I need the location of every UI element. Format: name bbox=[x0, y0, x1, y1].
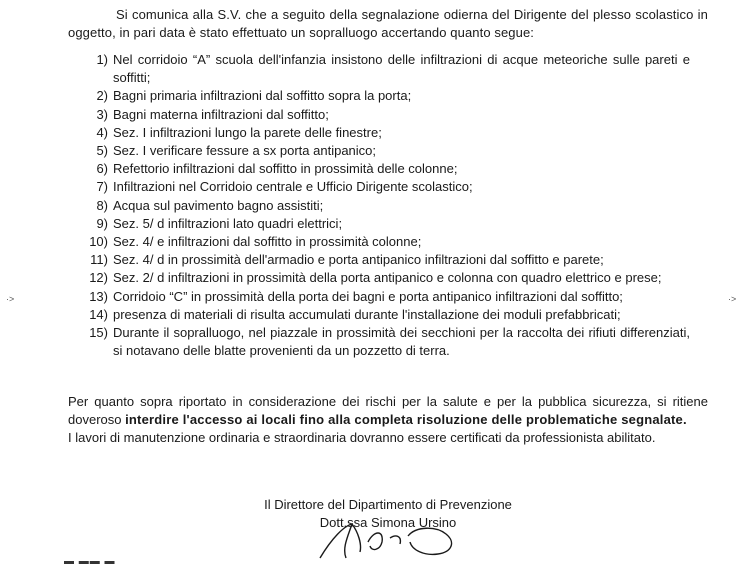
list-item bbox=[70, 288, 690, 306]
list-item-text: Sez. I infiltrazioni lungo la parete delle finestre; bbox=[113, 124, 382, 140]
list-item bbox=[70, 106, 690, 124]
scan-artifact-mark: ·> bbox=[728, 294, 737, 304]
list-item-text: Bagni materna infiltrazioni dal soffitto; bbox=[113, 106, 329, 122]
list-item bbox=[70, 87, 690, 105]
list-item-text: Sez. I verificare fessure a sx porta antipanico; bbox=[113, 143, 377, 159]
list-item-number: 7) bbox=[96, 179, 108, 195]
list-item-number: 6) bbox=[96, 161, 108, 177]
list-item-number: 9) bbox=[96, 215, 108, 231]
list-item-number: 1) bbox=[96, 52, 108, 67]
list-item bbox=[70, 306, 690, 324]
signature-role: Il Direttore del Dipartimento di Prevenzione bbox=[264, 497, 512, 512]
list-item bbox=[70, 124, 690, 142]
list-item-number: 15) bbox=[89, 325, 108, 341]
conclusion-paragraph bbox=[68, 393, 708, 448]
list-item-number: 4) bbox=[96, 124, 108, 140]
list-item-text: Sez. 2/ d infiltrazioni in prossimità della porta antipanico e colonna con quadro elettrico e prese; bbox=[113, 270, 662, 286]
list-item-number: 13) bbox=[89, 288, 108, 304]
list-item-text: Nel corridoio “A” scuola dell'infanzia insistono delle infiltrazioni di acque meteoriche sulle pareti e soffitti; bbox=[113, 52, 690, 86]
list-item-text: Sez. 4/ d in prossimità dell'armadio e porta antipanico infiltrazioni dal soffitto e parete; bbox=[113, 252, 604, 268]
list-item bbox=[70, 178, 690, 196]
list-item-text: presenza di materiali di risulta accumulati durante l'installazione dei moduli prefabbricati; bbox=[113, 306, 621, 322]
scan-artifact-mark: ·> bbox=[6, 294, 15, 304]
list-item-number: 3) bbox=[96, 106, 108, 122]
list-item bbox=[70, 269, 690, 287]
findings-list bbox=[70, 51, 690, 360]
list-item bbox=[70, 160, 690, 178]
conclusion-last: I lavori di manutenzione ordinaria e straordinaria dovranno essere certificati da professionista abilitato. bbox=[68, 430, 656, 446]
list-item-text: Durante il sopralluogo, nel piazzale in prossimità dei secchioni per la raccolta dei rifiuti differenziati, si notavano delle blatte provenienti da un pozzetto di terra. bbox=[113, 325, 690, 359]
list-item-number: 11) bbox=[90, 252, 108, 268]
list-item-number: 8) bbox=[96, 197, 108, 213]
list-item-text: Bagni primaria infiltrazioni dal soffitto sopra la porta; bbox=[113, 88, 412, 104]
list-item bbox=[70, 251, 690, 269]
cropped-footer-fragment: ▬ ▬▬ ▬ bbox=[64, 555, 116, 567]
list-item-number: 2) bbox=[96, 88, 108, 104]
list-item bbox=[70, 142, 690, 160]
list-item-number: 12) bbox=[89, 270, 108, 286]
list-item bbox=[70, 233, 690, 251]
list-item-text: Sez. 4/ e infiltrazioni dal soffitto in prossimità colonne; bbox=[113, 234, 422, 250]
list-item-text: Corridoio “C” in prossimità della porta dei bagni e porta antipanico infiltrazioni dal soffitto; bbox=[113, 288, 623, 304]
list-item bbox=[70, 51, 690, 87]
intro-paragraph: Si comunica alla S.V. che a seguito della segnalazione odierna del Dirigente del plesso scolastico in oggetto, in pari data è stato effettuato un sopralluogo accertando quanto segue: bbox=[68, 7, 708, 41]
list-item-number: 5) bbox=[96, 143, 108, 159]
list-item bbox=[70, 197, 690, 215]
list-item-text: Acqua sul pavimento bagno assistiti; bbox=[113, 197, 324, 213]
list-item-number: 14) bbox=[89, 306, 108, 322]
list-item-number: 10) bbox=[89, 234, 108, 250]
handwritten-signature bbox=[312, 518, 472, 563]
list-item bbox=[70, 324, 690, 360]
signature-name: Dott.ssa Simona Ursino bbox=[319, 515, 457, 531]
conclusion-bold: interdire l'accesso ai locali fino alla completa risoluzione delle problematiche segnalate. bbox=[125, 412, 687, 428]
conclusion-lead: Per quanto sopra riportato in considerazione dei rischi per la salute e per la pubblica sicurezza, si ritiene doveroso bbox=[68, 394, 708, 428]
list-item bbox=[70, 215, 690, 233]
list-item-text: Sez. 5/ d infiltrazioni lato quadri elettrici; bbox=[113, 215, 343, 231]
list-item-text: Infiltrazioni nel Corridoio centrale e Ufficio Dirigente scolastico; bbox=[113, 179, 473, 195]
list-item-text: Refettorio infiltrazioni dal soffitto in prossimità delle colonne; bbox=[113, 161, 458, 177]
